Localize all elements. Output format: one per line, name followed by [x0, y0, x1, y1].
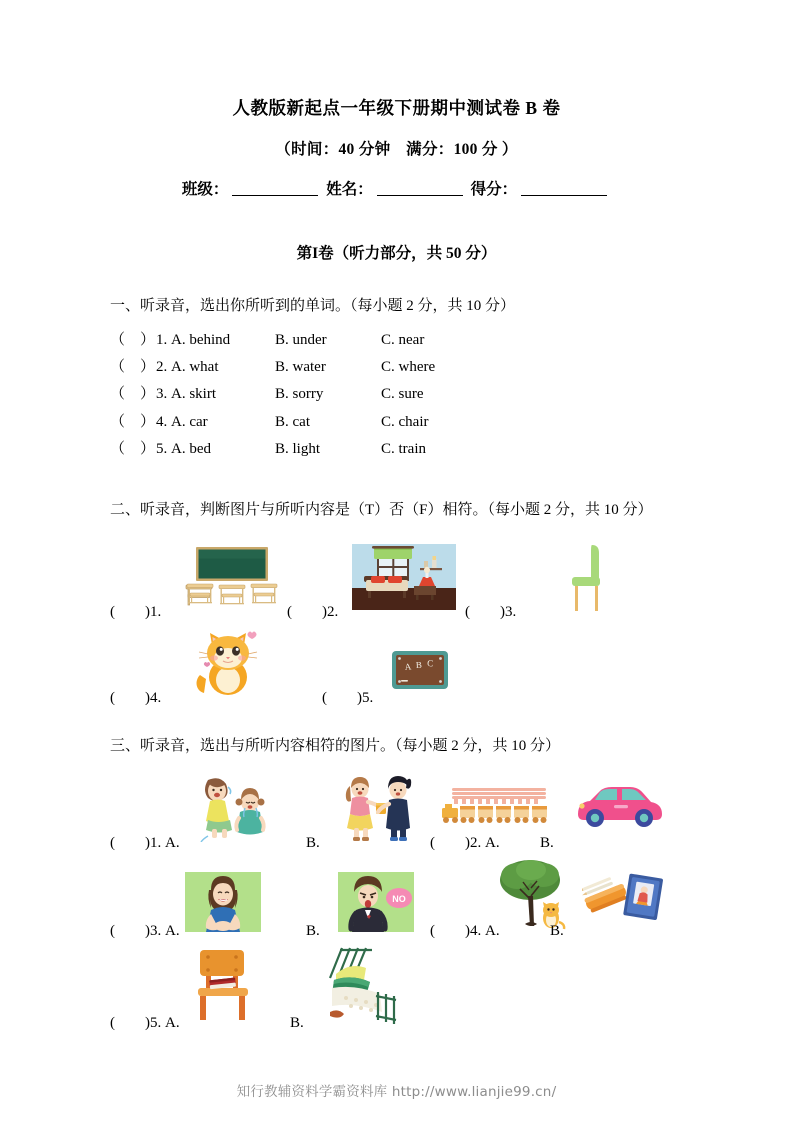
- picture-row: [110, 533, 683, 621]
- answer-blank[interactable]: ( )5.: [110, 1014, 162, 1031]
- option-b[interactable]: B. light: [275, 440, 321, 457]
- option-a[interactable]: A. bed: [171, 440, 211, 457]
- option-b-3: [306, 923, 320, 940]
- answer-blank[interactable]: （ ）: [110, 331, 156, 348]
- green-bed-image: [320, 944, 404, 1026]
- two-girls-crying-image: [190, 774, 276, 842]
- option-b[interactable]: B. under: [275, 331, 327, 348]
- option-c[interactable]: C. train: [381, 440, 426, 457]
- option-a[interactable]: A. skirt: [171, 386, 216, 403]
- answer-blank[interactable]: ( )2.: [430, 834, 482, 851]
- option-a-label[interactable]: A.: [485, 834, 500, 851]
- option-c[interactable]: C. near: [381, 331, 425, 348]
- svg-text:NO: NO: [392, 893, 406, 904]
- question-number: 2.: [156, 359, 168, 376]
- question-item-5: [110, 1011, 180, 1032]
- angry-man-no-green-image: [338, 872, 414, 932]
- page-title: 人教版新起点一年级下册期中测试卷 B 卷: [232, 98, 561, 118]
- option-a[interactable]: A. car: [171, 413, 208, 430]
- answer-blank[interactable]: ( )3.: [465, 604, 517, 621]
- answer-blank[interactable]: ( )1.: [110, 834, 162, 851]
- option-b[interactable]: B. sorry: [275, 386, 324, 403]
- question-number: 1.: [156, 331, 168, 348]
- score-label: 得分：: [470, 180, 518, 198]
- picture-item-2: [287, 600, 338, 621]
- question-number: 5.: [156, 440, 168, 457]
- picture-item-5: [322, 686, 373, 707]
- exam-subtitle: （时间：40 分钟 满分：100 分 ）: [275, 140, 518, 158]
- option-c[interactable]: C. where: [381, 359, 436, 376]
- question-row: [110, 381, 683, 408]
- section-two-pictures: [110, 533, 683, 707]
- option-a-label[interactable]: A.: [485, 922, 500, 939]
- picture-item-1: [110, 600, 161, 621]
- student-info-line: [110, 177, 683, 199]
- question-item-1: [110, 831, 180, 852]
- section-one-questions: [110, 327, 683, 463]
- stationery-icon: [582, 866, 666, 928]
- picture-item-4: [110, 686, 161, 707]
- option-a[interactable]: A. what: [171, 359, 219, 376]
- section-three: [110, 733, 683, 1031]
- option-b-label[interactable]: B.: [540, 834, 554, 851]
- answer-blank[interactable]: ( )3.: [110, 922, 162, 939]
- option-b-label[interactable]: B.: [306, 834, 320, 851]
- svg-text:B: B: [415, 660, 423, 671]
- option-b-2: [540, 835, 554, 852]
- answer-blank[interactable]: ( )4.: [110, 690, 162, 707]
- picture-row: [110, 621, 683, 707]
- bed-icon: [320, 944, 404, 1026]
- chair-icon: [560, 543, 614, 613]
- abc-chalkboard-image: [390, 647, 450, 693]
- train-icon: [440, 786, 550, 830]
- option-a[interactable]: A. behind: [171, 331, 231, 348]
- section-three-heading: 三、听录音，选出与所听内容相符的图片。（每小题 2 分，共 10 分）: [110, 738, 561, 755]
- option-b-label[interactable]: B.: [306, 922, 320, 939]
- two-girls-icon: [190, 774, 276, 842]
- question-number: 4.: [156, 413, 168, 430]
- option-a-label[interactable]: A.: [165, 922, 180, 939]
- option-b[interactable]: B. water: [275, 359, 326, 376]
- question-item-3: [110, 919, 180, 940]
- option-b[interactable]: B. cat: [275, 413, 310, 430]
- chair-with-book-icon: [188, 946, 258, 1024]
- section-one-heading: 一、听录音，选出你所听到的单词。（每小题 2 分，共 10 分）: [110, 297, 516, 314]
- footer-watermark: 知行教辅资料学霸资料库 http://www.lianjie99.cn/: [236, 1084, 557, 1100]
- picture-row: [110, 764, 683, 852]
- chalkboard-icon: [390, 647, 450, 693]
- option-b-label[interactable]: B.: [550, 922, 564, 939]
- toy-train-image: [440, 786, 550, 830]
- girl-boy-icon: [338, 772, 414, 844]
- name-blank[interactable]: [377, 195, 463, 196]
- option-b-4: [550, 923, 564, 940]
- cat-icon: [190, 627, 262, 699]
- tree-icon: [495, 856, 571, 932]
- part-one-title: 第I卷（听力部分，共 50 分）: [296, 244, 497, 262]
- class-blank[interactable]: [232, 195, 318, 196]
- classroom-blackboard-desks-image: [182, 545, 282, 609]
- question-item-2: [430, 831, 500, 852]
- question-row: [110, 327, 683, 354]
- orange-chair-book-image: [188, 946, 258, 1024]
- name-label: 姓名：: [326, 180, 373, 198]
- answer-blank[interactable]: ( )4.: [430, 922, 482, 939]
- car-icon: [570, 780, 668, 830]
- answer-blank[interactable]: （ ）: [110, 386, 156, 403]
- option-b-label[interactable]: B.: [290, 1014, 304, 1031]
- answer-blank[interactable]: ( )1.: [110, 604, 162, 621]
- picture-row: [110, 852, 683, 940]
- section-two-heading: 二、听录音，判断图片与所听内容是（T）否（F）相符。（每小题 2 分，共 10 分）: [110, 502, 653, 519]
- svg-text:A: A: [404, 661, 412, 673]
- bedroom-scene-image: [352, 544, 456, 610]
- answer-blank[interactable]: （ ）: [110, 440, 156, 457]
- question-number: 3.: [156, 386, 168, 403]
- answer-blank[interactable]: （ ）: [110, 413, 156, 430]
- orange-cat-image: [190, 627, 262, 699]
- class-label: 班级：: [181, 180, 229, 198]
- option-a-label[interactable]: A.: [165, 834, 180, 851]
- classroom-icon: [182, 545, 282, 609]
- picture-row: [110, 940, 683, 1032]
- option-b-1: [306, 835, 320, 852]
- angry-man-icon: [338, 872, 414, 932]
- happy-woman-icon: [185, 872, 261, 932]
- question-row: [110, 436, 683, 463]
- option-a-label[interactable]: A.: [165, 1014, 180, 1031]
- section-two: [110, 497, 683, 707]
- pink-car-image: [570, 780, 668, 830]
- question-row: [110, 354, 683, 381]
- pencil-case-book-image: [582, 866, 666, 928]
- svg-text:C: C: [426, 658, 434, 669]
- green-chair-image: [560, 543, 614, 613]
- answer-blank[interactable]: ( )2.: [287, 604, 339, 621]
- question-row: [110, 409, 683, 436]
- answer-blank[interactable]: ( )5.: [322, 690, 374, 707]
- score-blank[interactable]: [521, 195, 607, 196]
- section-one: [110, 293, 683, 464]
- option-c[interactable]: C. chair: [381, 413, 429, 430]
- girl-boy-drink-image: [338, 772, 414, 844]
- option-c[interactable]: C. sure: [381, 386, 424, 403]
- picture-item-3: [465, 600, 516, 621]
- question-item-4: [430, 919, 500, 940]
- happy-woman-green-image: [185, 872, 261, 932]
- option-b-5: [290, 1015, 304, 1032]
- answer-blank[interactable]: （ ）: [110, 359, 156, 376]
- tree-with-cat-image: [495, 856, 571, 932]
- section-three-pictures: [110, 764, 683, 1032]
- bedroom-icon: [352, 544, 456, 610]
